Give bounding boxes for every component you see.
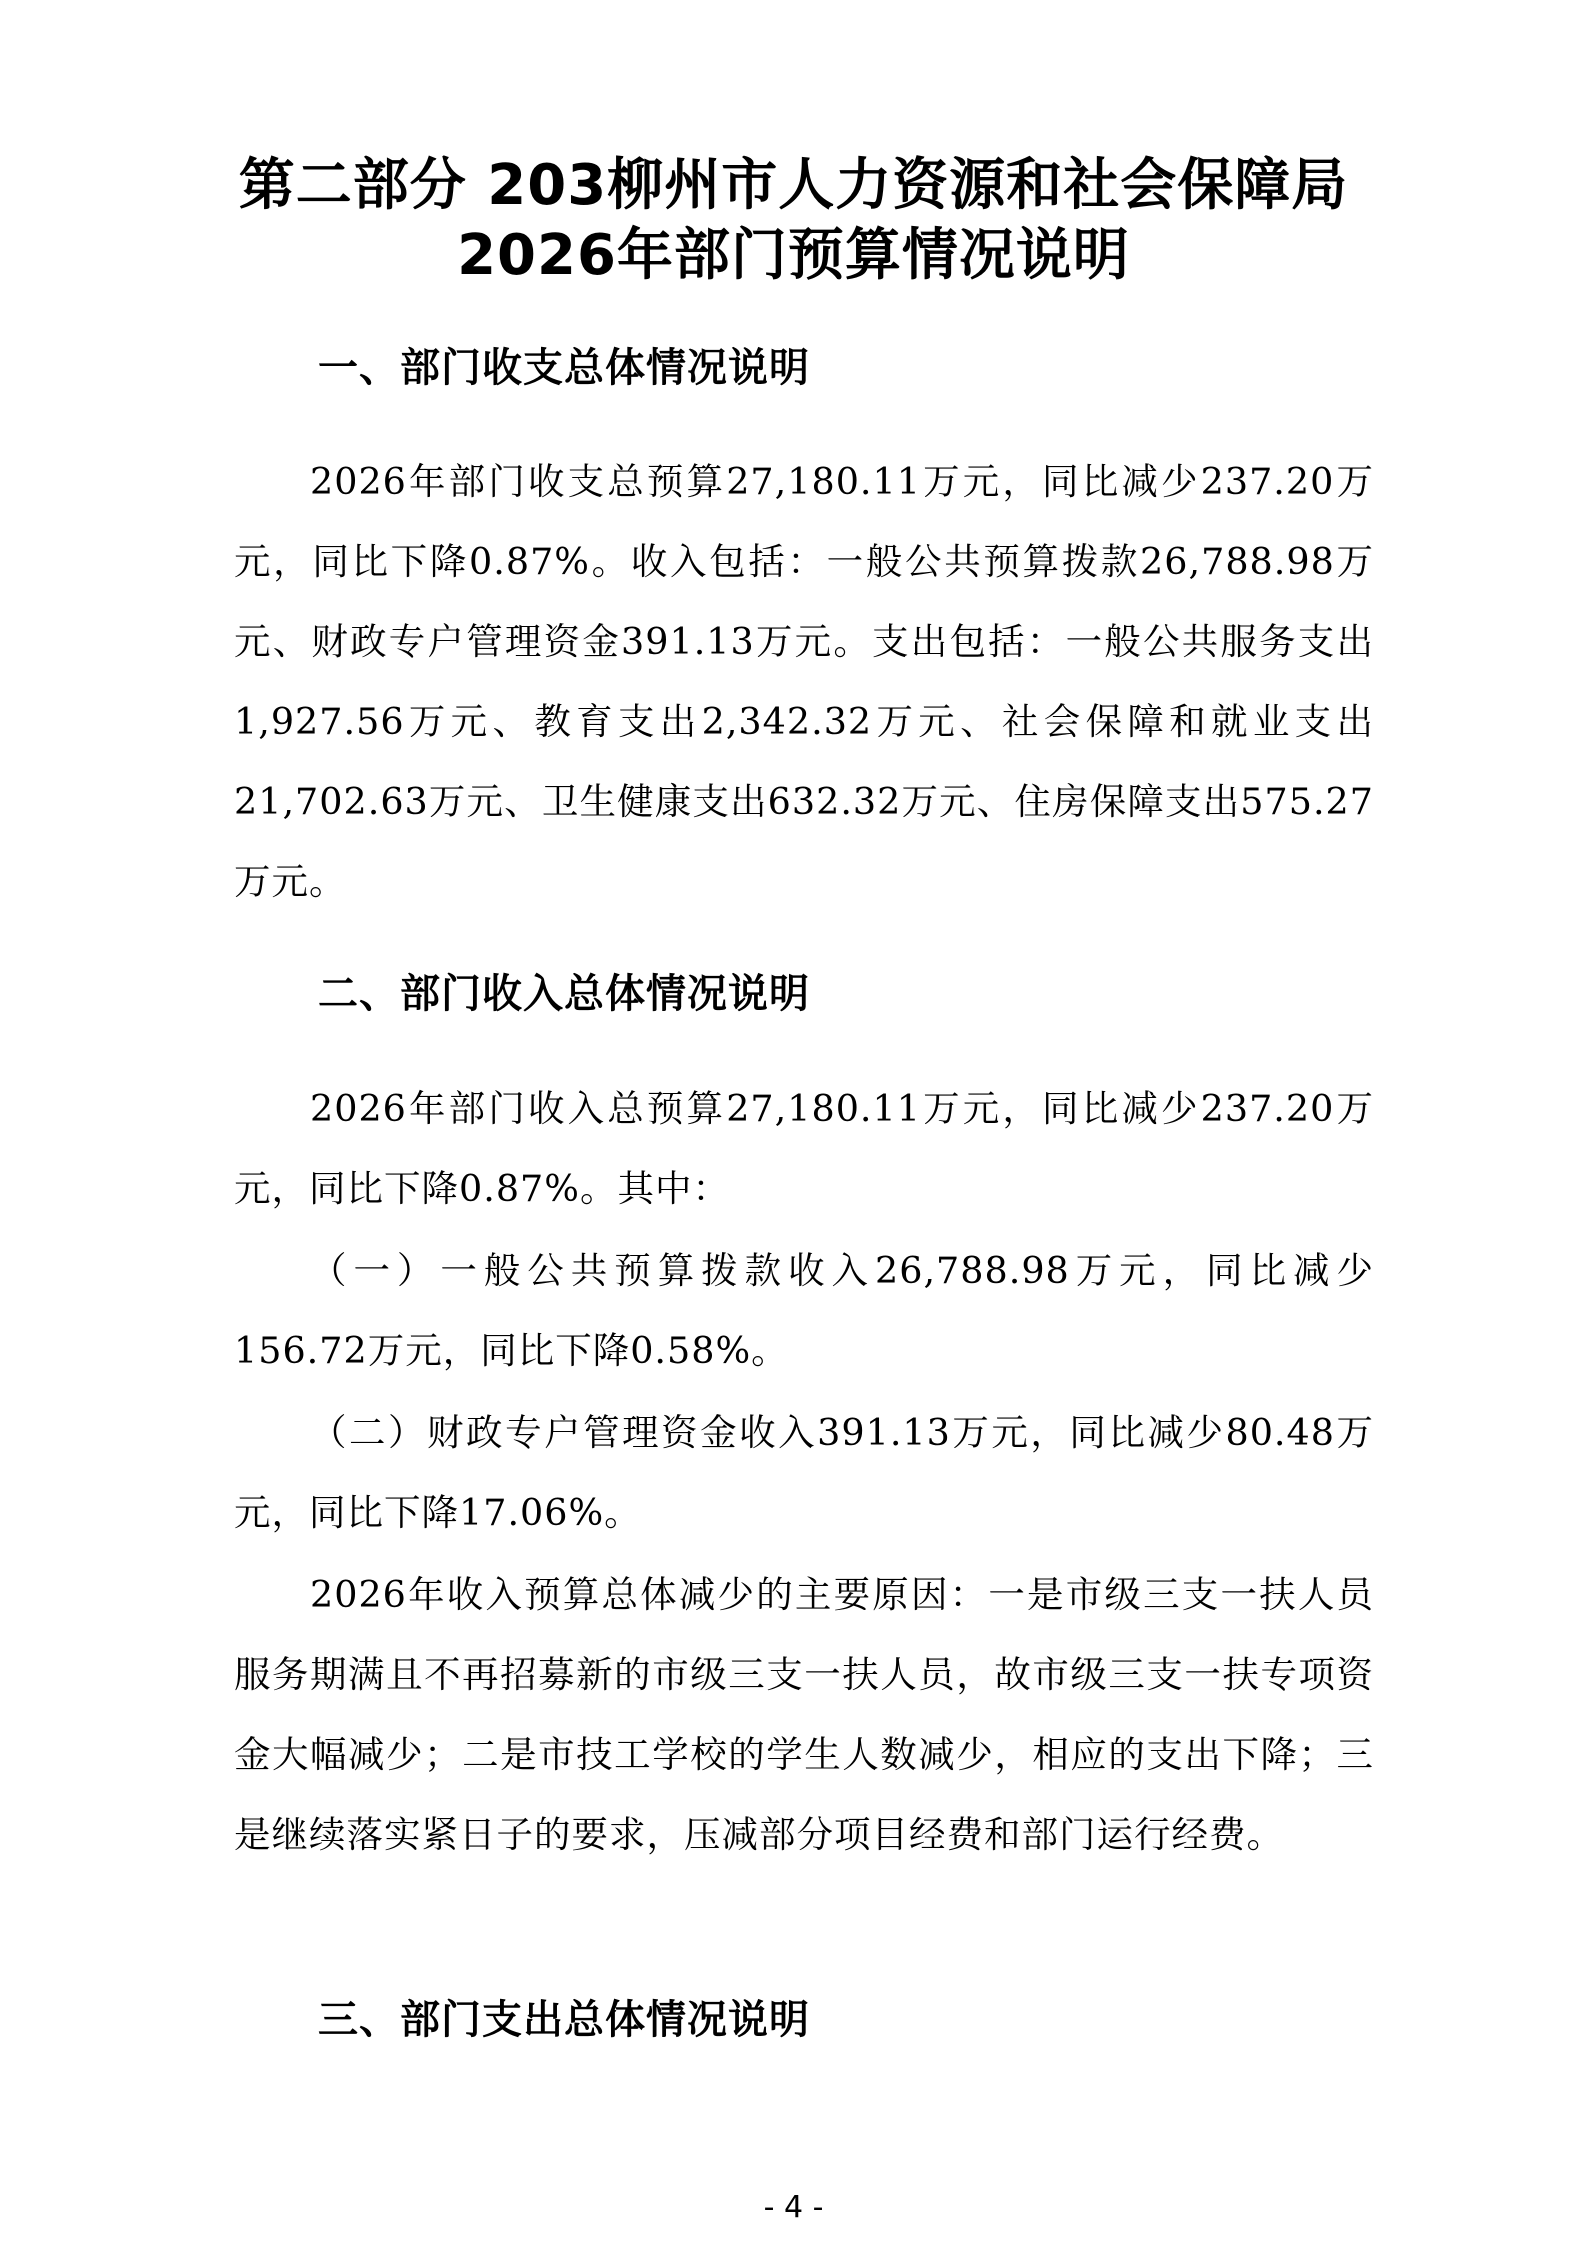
document-title-line-2: 2026年部门预算情况说明 [457, 223, 1130, 288]
page-number: - 4 - [763, 2190, 824, 2225]
section-1-paragraph-1: 2026年部门收支总预算27,180.11万元，同比减少237.20万元，同比下降0.87%。收入包括：一般公共预算拨款26,788.98万元、财政专户管理资金391.13万元。支出包括：一般公共服务支出1,927.56万元、教育支出2,342.32万元、社会保障和就业支出21,702.63万元、卫生健康支出632.32万元、住房保障支出575.27万元。 [234, 460, 1374, 903]
section-heading-2: 二、部门收入总体情况说明 [318, 971, 810, 1017]
document-title-line-1: 第二部分 203柳州市人力资源和社会保障局 [238, 153, 1349, 218]
section-heading-1: 一、部门收支总体情况说明 [318, 345, 810, 391]
section-2-paragraph-4: 2026年收入预算总体减少的主要原因：一是市级三支一扶人员服务期满且不再招募新的市级三支一扶人员，故市级三支一扶专项资金大幅减少；二是市技工学校的学生人数减少，相应的支出下降；三是继续落实紧日子的要求，压减部分项目经费和部门运行经费。 [234, 1573, 1374, 1856]
section-2-paragraph-2: （一）一般公共预算拨款收入26,788.98万元，同比减少156.72万元，同比下降0.58%。 [234, 1249, 1374, 1372]
section-heading-3: 三、部门支出总体情况说明 [318, 1997, 810, 2043]
section-2-paragraph-3: （二）财政专户管理资金收入391.13万元，同比减少80.48万元，同比下降17.06%。 [234, 1411, 1374, 1534]
section-2-paragraph-1: 2026年部门收入总预算27,180.11万元，同比减少237.20万元，同比下降0.87%。其中： [234, 1087, 1374, 1210]
